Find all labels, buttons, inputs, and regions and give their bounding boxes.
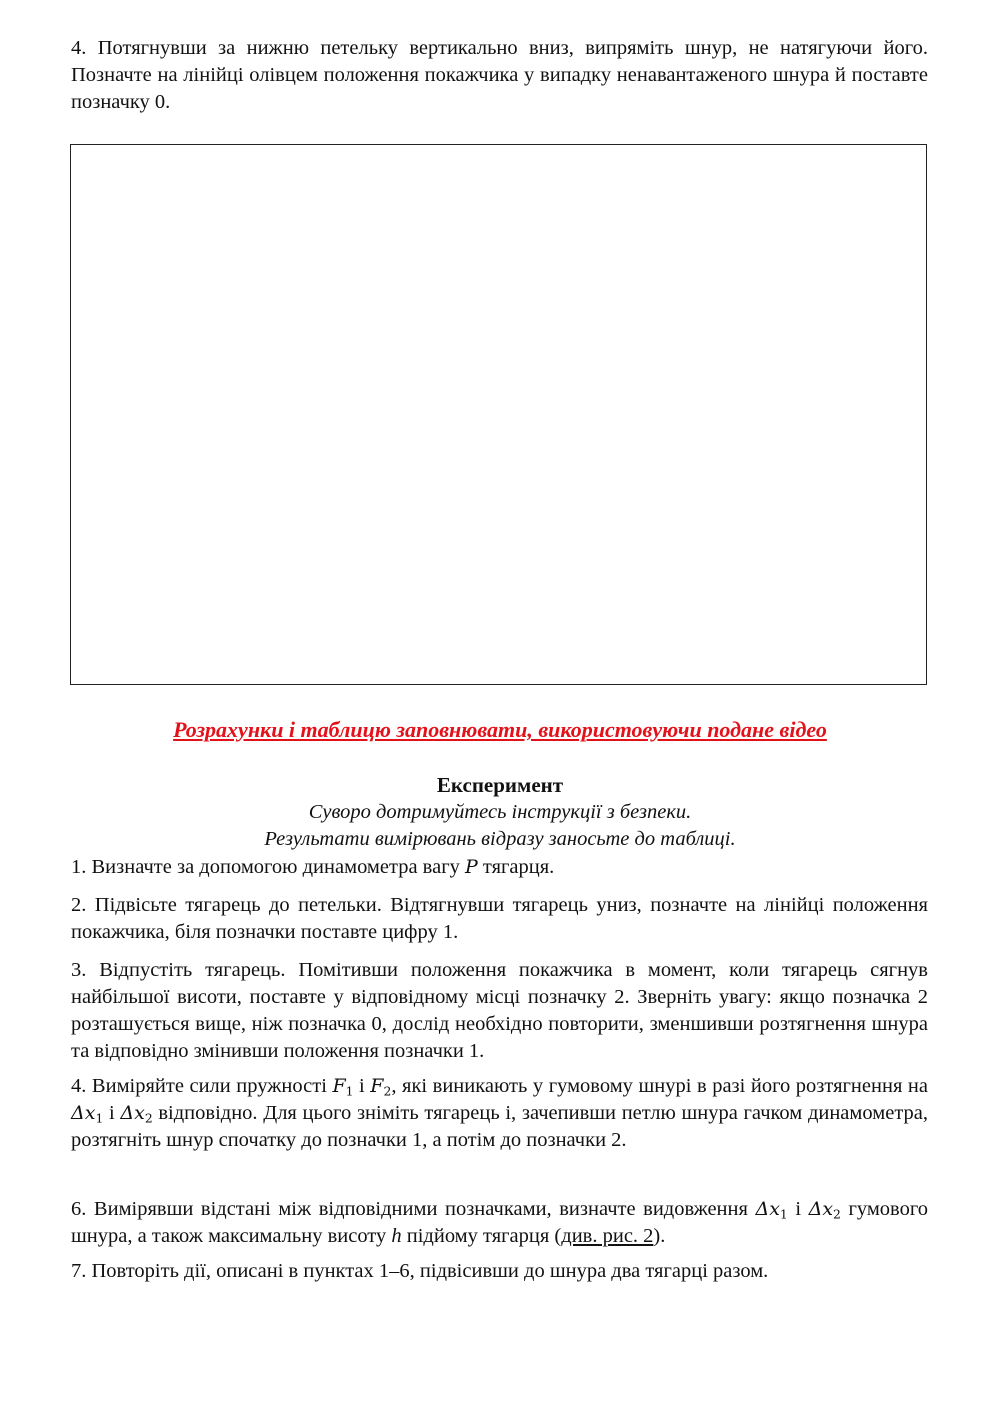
elongation-dx2 xyxy=(120,1102,152,1124)
force-f1-index: 1 xyxy=(345,1084,354,1099)
elongation-dx1-index: 1 xyxy=(95,1111,104,1126)
force-f2-index: 2 xyxy=(383,1084,392,1099)
force-f2-symbol: F xyxy=(370,1075,384,1097)
safety-line-2: Результати вимірювань відразу заносьте до таблиці. xyxy=(264,828,736,850)
step-6-dx2 xyxy=(809,1198,841,1220)
force-f1-symbol: F xyxy=(332,1075,346,1097)
step-6-dx1 xyxy=(755,1198,787,1220)
step-7: 7. Повторіть дії, описані в пунктах 1–6, підвісивши до шнура два тягарці разом. xyxy=(71,1260,769,1282)
weight-var-p: P xyxy=(464,856,478,878)
step-1-text-a: 1. Визначте за допомогою динамометра вагу xyxy=(71,856,465,878)
figure-2-link[interactable]: див. рис. 2 xyxy=(561,1225,654,1247)
step-6-dx2-symbol: Δx xyxy=(808,1198,834,1220)
step-6-dx1-index: 1 xyxy=(779,1207,788,1222)
step-4-and-2: і xyxy=(103,1102,121,1124)
step-4-text-a: 4. Виміряйте сили пружності xyxy=(71,1075,333,1097)
step-4-text-b: , які виникають у гумовому шнурі в разі його розтягнення на xyxy=(391,1075,928,1097)
step-1-text-b: тягарця. xyxy=(477,856,555,878)
step-2: 2. Підвісьте тягарець до петельки. Відтягнувши тягарець униз, позначте на лінійці положення покажчика, біля позначки поставте цифру 1. xyxy=(71,894,928,943)
safety-line-1: Суворо дотримуйтесь інструкції з безпеки. xyxy=(308,801,692,823)
height-var-h: h xyxy=(391,1225,402,1247)
step-4-and-1: і xyxy=(353,1075,371,1097)
step-6-dx2-index: 2 xyxy=(833,1207,841,1222)
step-4-text-c: відповідно. Для цього зніміть тягарець і, зачепивши петлю шнура гачком динамометра, розтягніть шнур спочатку до позначки 1, а потім до позначки 2. xyxy=(71,1102,928,1151)
step-6-and: і xyxy=(787,1198,809,1220)
step-6 xyxy=(71,1196,928,1250)
elongation-dx2-index: 2 xyxy=(144,1111,153,1126)
elongation-dx2-symbol: Δx xyxy=(120,1102,145,1124)
experiment-title: Експеримент xyxy=(436,773,564,797)
safety-instructions xyxy=(0,799,1000,853)
step-6-text-d: ). xyxy=(653,1225,666,1247)
step-1 xyxy=(71,854,928,881)
step-6-text-a: 6. Вимірявши відстані між відповідними позначками, визначте видовження xyxy=(71,1198,756,1220)
force-f2 xyxy=(370,1075,391,1097)
elongation-dx1-symbol: Δx xyxy=(71,1102,96,1124)
elongation-dx1 xyxy=(71,1102,103,1124)
step-6-dx1-symbol: Δx xyxy=(755,1198,780,1220)
video-notice: Розрахунки і таблицю заповнювати, використовуючи подане відео xyxy=(173,717,827,742)
step-6-text-c: підйому тягарця ( xyxy=(401,1225,562,1247)
force-f1 xyxy=(332,1075,353,1097)
step-6-text-b: гумового шнура, а також максимальну висоту xyxy=(71,1198,928,1247)
step-3: 3. Відпустіть тягарець. Помітивши положення покажчика в момент, коли тягарець сягнув найбільшої висоти, поставте у відповідному місці позначку 2. Зверніть увагу: якщо позначка 2 розташується вище, ніж позначка 0, дослід необхідно повторити, зменшивши розтягнення шнура та відповідно змінивши положення позначки 1. xyxy=(71,959,928,1062)
drawing-frame xyxy=(70,144,927,685)
intro-step-4: 4. Потягнувши за нижню петельку вертикально вниз, випряміть шнур, не натягуючи його. Позначте на лінійці олівцем положення покажчика у випадку ненавантаженого шнура й поставте позначку 0. xyxy=(71,37,928,113)
step-4 xyxy=(71,1073,928,1154)
